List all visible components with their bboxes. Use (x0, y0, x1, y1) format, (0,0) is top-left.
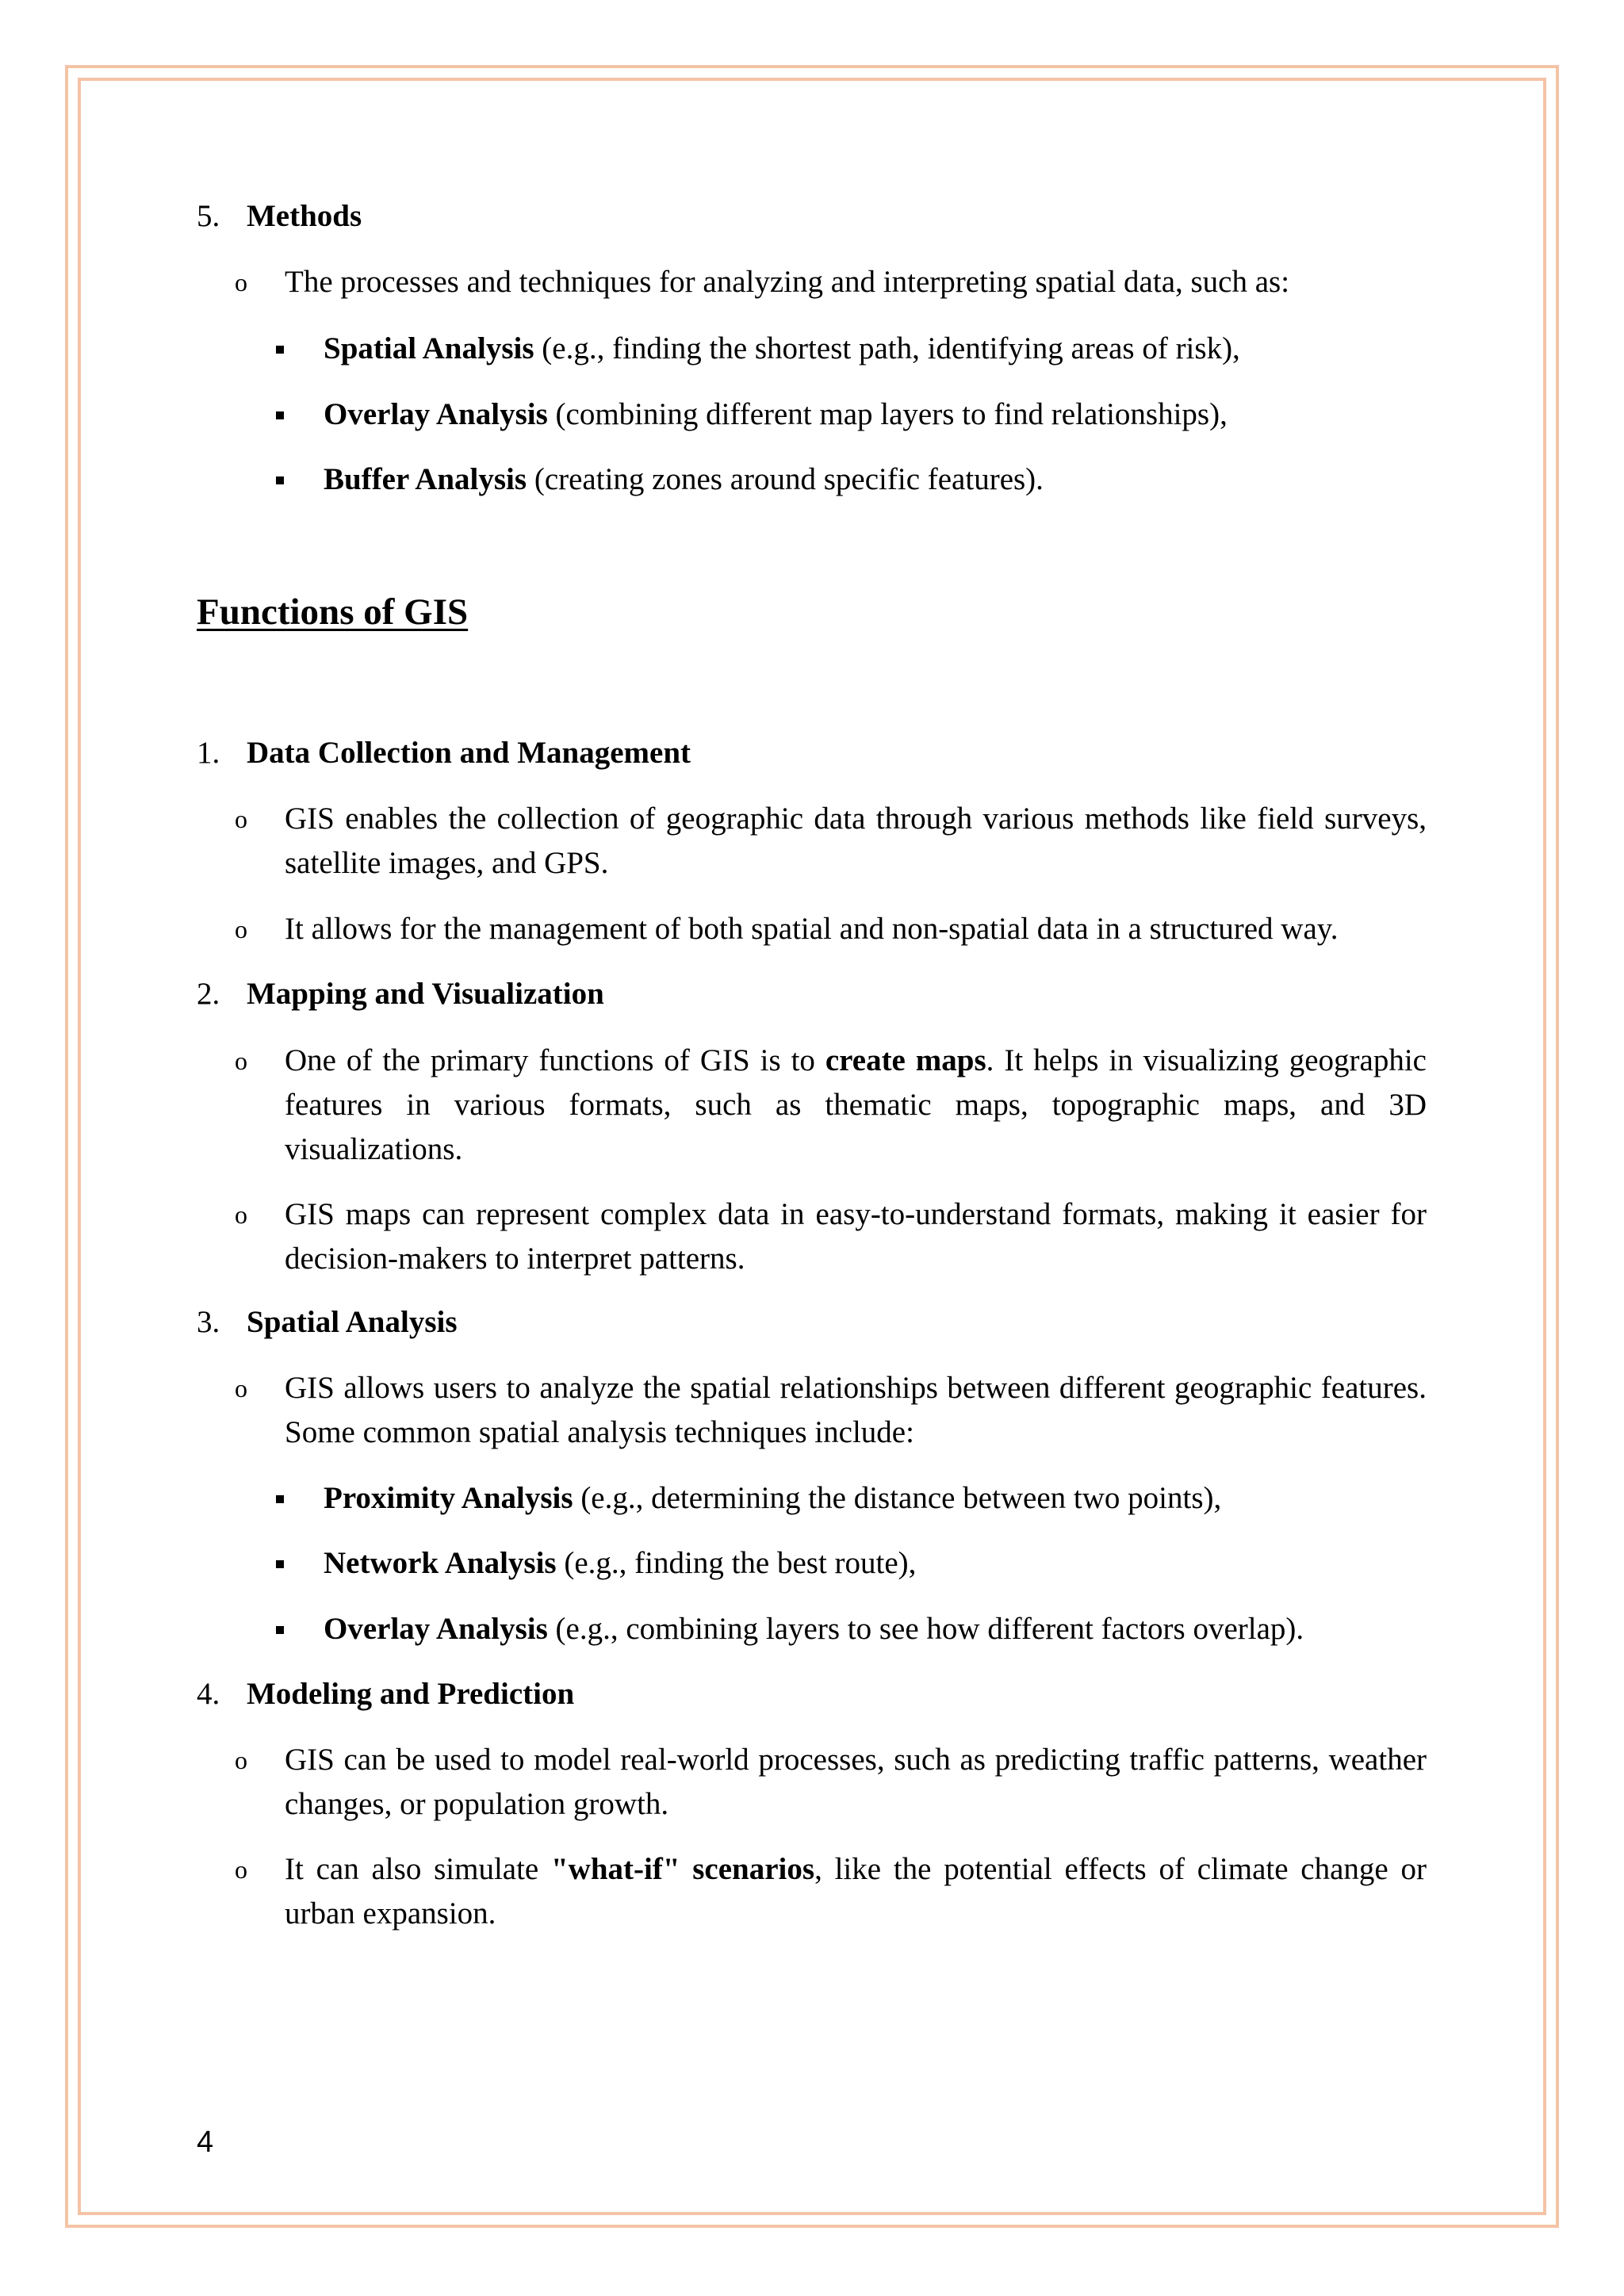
list-number: 1. (197, 736, 220, 770)
list-number: 4. (197, 1677, 220, 1711)
square-bullet-icon (276, 1626, 284, 1634)
square-bullet-icon (276, 1560, 284, 1568)
square-bullet-icon (276, 411, 284, 419)
section-title: Modeling and Prediction (247, 1677, 575, 1711)
section-title: Methods (247, 199, 362, 233)
square-bullet-icon (276, 476, 284, 484)
list-number: 2. (197, 977, 220, 1011)
section-title: Data Collection and Management (247, 736, 691, 770)
list-item: It can also simulate "what-if" scenarios, like the potential effects of climate change or urban expansion. (285, 1852, 1427, 1931)
list-item: The processes and techniques for analyzing and interpreting spatial data, such as: (285, 265, 1290, 299)
list-item: GIS maps can represent complex data in easy-to-understand formats, making it easier for decision-makers to interpret patterns. (285, 1197, 1427, 1276)
hollow-bullet-icon: o (235, 1746, 247, 1774)
square-bullet-icon (276, 346, 284, 354)
hollow-bullet-icon: o (235, 915, 247, 943)
list-item: Buffer Analysis (creating zones around specific features). (324, 462, 1044, 496)
section-title: Mapping and Visualization (247, 977, 604, 1011)
list-item: Overlay Analysis (e.g., combining layers to see how different factors overlap). (324, 1612, 1304, 1646)
hollow-bullet-icon: o (235, 1200, 247, 1229)
list-item: Spatial Analysis (e.g., finding the shortest path, identifying areas of risk), (324, 331, 1240, 365)
section-heading: Functions of GIS (197, 591, 469, 633)
list-number: 3. (197, 1305, 220, 1339)
list-item: It allows for the management of both spatial and non-spatial data in a structured way. (285, 912, 1339, 946)
list-item: GIS enables the collection of geographic data through various methods like field surveys, satellite images, and GPS. (285, 802, 1427, 880)
hollow-bullet-icon: o (235, 1855, 247, 1884)
list-item: Proximity Analysis (e.g., determining the distance between two points), (324, 1481, 1222, 1515)
list-item: Overlay Analysis (combining different map layers to find relationships), (324, 397, 1228, 431)
page-number: 4 (197, 2126, 214, 2159)
hollow-bullet-icon: o (235, 1374, 247, 1402)
square-bullet-icon (276, 1495, 284, 1503)
hollow-bullet-icon: o (235, 268, 247, 297)
list-number: 5. (197, 199, 220, 233)
hollow-bullet-icon: o (235, 1047, 247, 1075)
list-item: GIS allows users to analyze the spatial relationships between different geographic features. Some common spatial analysis techniques include: (285, 1371, 1427, 1449)
section-title: Spatial Analysis (247, 1305, 458, 1339)
list-item: GIS can be used to model real-world processes, such as predicting traffic patterns, weather changes, or population growth. (285, 1743, 1427, 1821)
list-item: One of the primary functions of GIS is to create maps. It helps in visualizing geographic features in various formats, such as thematic maps, topographic maps, and 3D visualizations. (285, 1043, 1427, 1166)
hollow-bullet-icon: o (235, 805, 247, 833)
list-item: Network Analysis (e.g., finding the best route), (324, 1546, 917, 1580)
